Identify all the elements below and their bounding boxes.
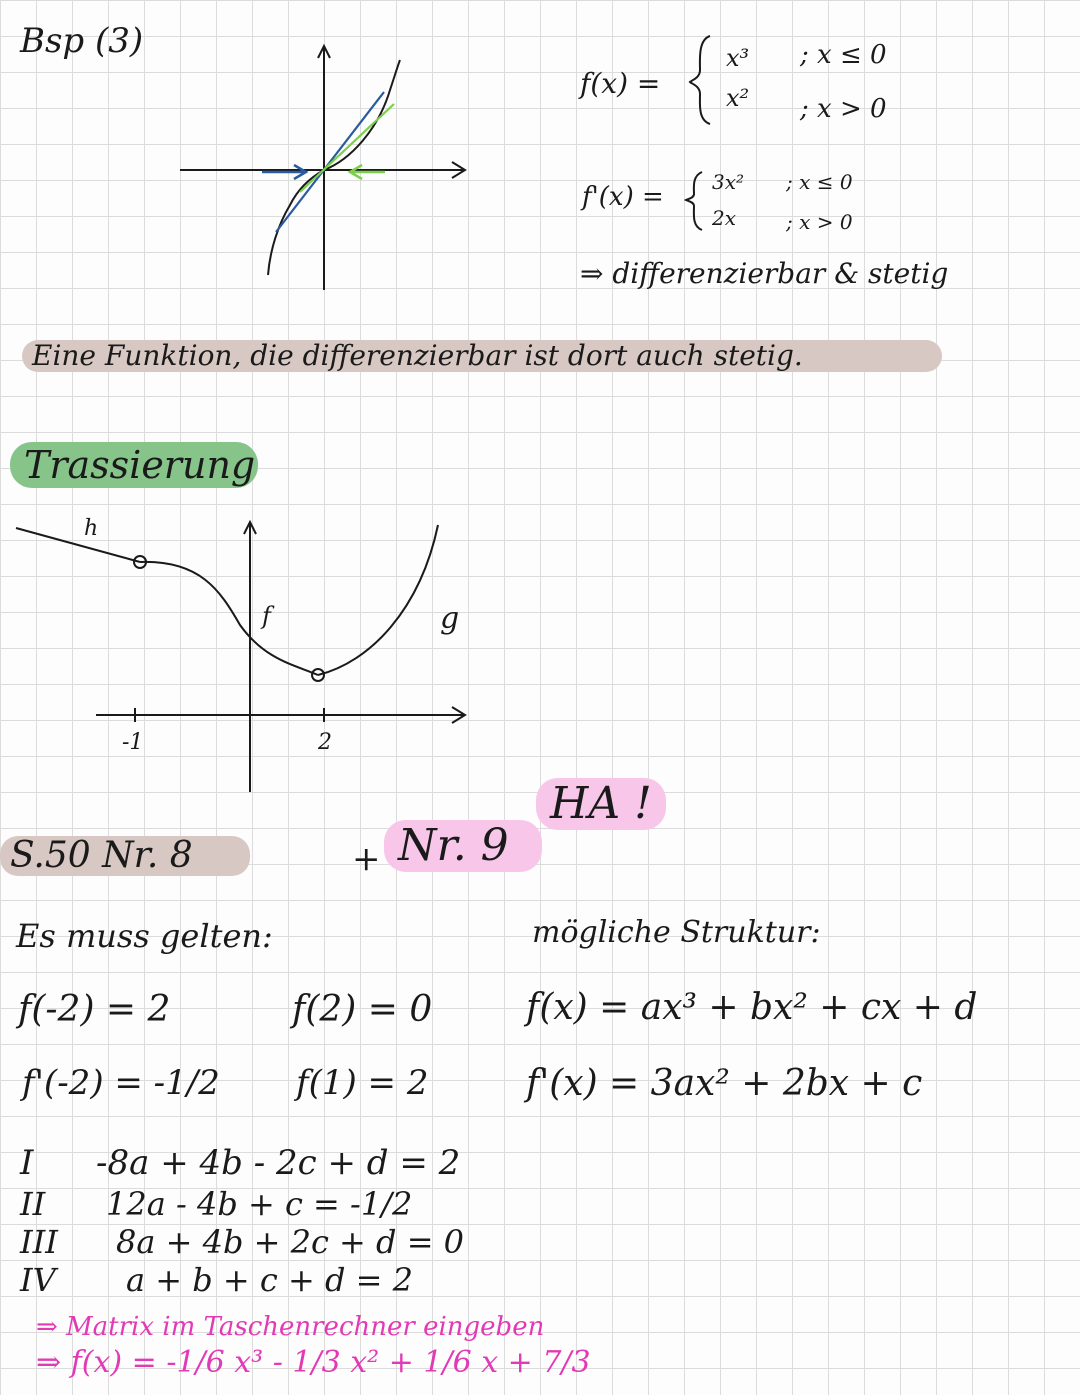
matrix-note: ⇒ Matrix im Taschenrechner eingeben bbox=[36, 1312, 545, 1342]
fprime-case1-expr: 3x² bbox=[712, 170, 745, 194]
equation-number: I bbox=[20, 1143, 34, 1183]
graph2-g-curve bbox=[318, 525, 438, 675]
equation-text: 12a - 4b + c = -1/2 bbox=[106, 1185, 413, 1223]
label-g: g bbox=[440, 601, 460, 636]
graph1-green-arrow bbox=[350, 165, 385, 179]
equation-number: II bbox=[20, 1185, 46, 1223]
f-case2-expr: x² bbox=[726, 84, 750, 112]
equation-text: 8a + 4b + 2c + d = 0 bbox=[116, 1223, 465, 1261]
fprime-brace bbox=[686, 172, 702, 230]
structure-f: f(x) = ax³ + bx² + cx + d bbox=[526, 987, 978, 1028]
graph1-blue-tangent bbox=[276, 92, 384, 232]
conclusion: ⇒ differenzierbar & stetig bbox=[580, 257, 949, 290]
fprime-case2-expr: 2x bbox=[712, 206, 737, 230]
structure-fprime: f'(x) = 3ax² + 2bx + c bbox=[526, 1063, 923, 1104]
fprime-label: f'(x) = bbox=[582, 182, 664, 212]
label-h: h bbox=[84, 516, 99, 541]
condition-1: f(-2) = 2 bbox=[18, 989, 171, 1030]
equation-text: a + b + c + d = 2 bbox=[126, 1261, 413, 1299]
graph2-h-line bbox=[16, 528, 140, 562]
graph2 bbox=[16, 522, 465, 792]
condition-2: f(2) = 0 bbox=[292, 989, 433, 1030]
equation-number: III bbox=[20, 1223, 58, 1261]
equation-text: -8a + 4b - 2c + d = 2 bbox=[96, 1143, 461, 1183]
f-label: f(x) = bbox=[580, 67, 661, 100]
statement: Eine Funktion, die differenzierbar ist dort auch stetig. bbox=[22, 340, 942, 372]
f-case2-cond: ; x > 0 bbox=[800, 94, 887, 124]
fprime-case2-cond: ; x > 0 bbox=[786, 210, 853, 234]
structure-title: mögliche Struktur: bbox=[532, 915, 821, 950]
graph1-curve bbox=[268, 60, 400, 275]
must-hold: Es muss gelten: bbox=[16, 917, 273, 955]
fprime-case1-cond: ; x ≤ 0 bbox=[786, 170, 853, 194]
f-brace bbox=[690, 36, 710, 124]
exercise-ref2: Nr. 9 bbox=[384, 820, 542, 872]
label-f: f bbox=[262, 602, 271, 630]
graph1-green-tangent bbox=[300, 104, 394, 192]
graph2-f-curve bbox=[140, 562, 318, 675]
exercise-plus: + bbox=[352, 839, 381, 879]
tick-label-2: 2 bbox=[318, 730, 332, 755]
f-case1-expr: x³ bbox=[726, 44, 750, 72]
trassierung-heading: Trassierung bbox=[10, 442, 258, 488]
exercise-ref: S.50 Nr. 8 bbox=[0, 836, 250, 876]
f-case1-cond: ; x ≤ 0 bbox=[800, 40, 887, 70]
graph1-blue-arrow bbox=[262, 165, 306, 179]
equation-number: IV bbox=[20, 1261, 56, 1299]
example-title: Bsp (3) bbox=[20, 21, 144, 61]
condition-4: f(1) = 2 bbox=[296, 1063, 429, 1103]
condition-3: f'(-2) = -1/2 bbox=[22, 1063, 220, 1103]
result: ⇒ f(x) = -1/6 x³ - 1/3 x² + 1/6 x + 7/3 bbox=[36, 1345, 591, 1380]
tick-label-minus1: -1 bbox=[122, 730, 144, 755]
homework-mark: HA ! bbox=[536, 778, 666, 830]
graph1 bbox=[180, 46, 465, 290]
